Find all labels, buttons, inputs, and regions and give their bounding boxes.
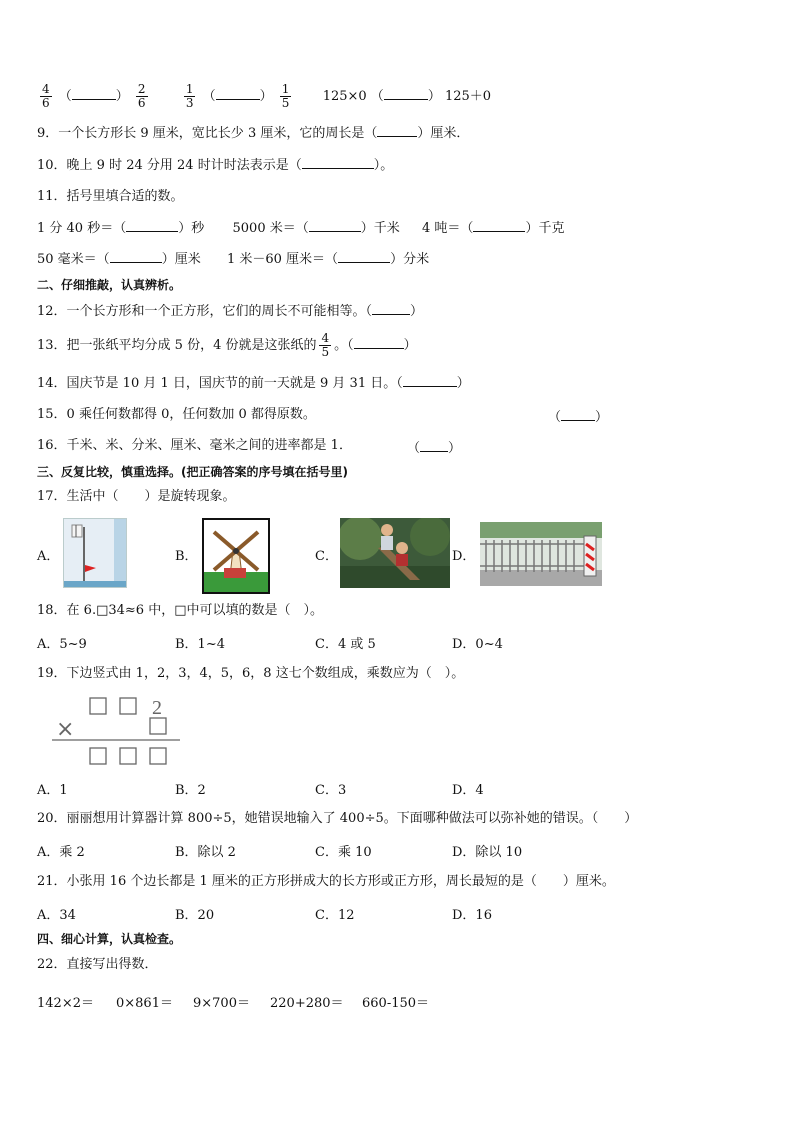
slide-picture[interactable] <box>340 518 450 588</box>
calc-item: 660-150＝ <box>362 996 430 1011</box>
multiplication-figure <box>46 694 186 770</box>
option-a[interactable]: A．34 <box>37 908 76 923</box>
answer-blank[interactable] <box>561 408 595 421</box>
question-14: 14．国庆节是 10 月 1 日，国庆节的前一天就是 9 月 31 日。（ ） <box>37 376 470 391</box>
option-a[interactable]: A．5~9 <box>37 637 87 652</box>
compare-row: $\frac{4}{6}$ （ ） $\frac{2}{6}$ $\frac{1}{3}$ （ ） $\frac{1}{5}$ 125×0 （ ） 125＋0 <box>42 82 492 110</box>
option-c-label[interactable]: C． <box>315 549 338 564</box>
flag-raising-picture[interactable] <box>63 518 127 588</box>
option-c[interactable]: C．3 <box>315 783 347 798</box>
option-b[interactable]: B．除以 2 <box>175 845 236 860</box>
answer-blank[interactable] <box>309 219 361 232</box>
slide-icon <box>340 518 450 588</box>
option-c[interactable]: C．乘 10 <box>315 845 372 860</box>
fraction: $\frac{4}{5}$ <box>321 331 330 359</box>
question-22: 22．直接写出得数． <box>37 957 158 972</box>
answer-blank[interactable] <box>126 219 178 232</box>
fraction: $\frac{1}{3}$ <box>185 82 194 110</box>
answer-blank[interactable] <box>216 87 260 100</box>
calc-item: 0×861＝ <box>116 996 173 1011</box>
question-11-row-a: 1 分 40 秒＝（ ）秒 5000 米＝（ ）千米 4 吨＝（ ）千克 <box>37 221 565 236</box>
answer-blank[interactable] <box>72 87 116 100</box>
option-d-label[interactable]: D． <box>452 549 476 564</box>
gate-icon <box>480 522 602 586</box>
question-12: 12．一个长方形和一个正方形，它们的周长不可能相等。（ ） <box>37 304 424 319</box>
question-13: 13．把一张纸平均分成 5 份，4 份就是这张纸的 $\frac{4}{5}$ 。（ ） <box>37 331 417 359</box>
question-9: 9．一个长方形长 9 厘米，宽比长少 3 厘米，它的周长是（ ）厘米． <box>37 126 470 141</box>
gate-picture[interactable] <box>480 522 602 586</box>
answer-blank[interactable] <box>110 250 162 263</box>
answer-blank[interactable] <box>403 374 457 387</box>
option-a[interactable]: A．1 <box>37 783 68 798</box>
fraction: $\frac{2}{6}$ <box>137 82 146 110</box>
calc-item: 220+280＝ <box>270 996 344 1011</box>
option-a[interactable]: A．乘 2 <box>37 845 85 860</box>
answer-blank[interactable] <box>338 250 390 263</box>
windmill-icon <box>204 520 268 592</box>
question-19: 19．下边竖式由 1，2，3，4，5，6，8 这七个数组成，乘数应为（ ）。 <box>37 666 465 681</box>
section-2-heading: 二、仔细推敲，认真辨析。 <box>37 278 182 292</box>
option-b-label[interactable]: B． <box>175 549 198 564</box>
option-d[interactable]: D．除以 10 <box>452 845 523 860</box>
vertical-multiplication-diagram <box>46 694 186 770</box>
question-20: 20．丽丽想用计算器计算 800÷5，她错误地输入了 400÷5。下面哪种做法可以弥补她的错误。（ ） <box>37 811 638 826</box>
fraction: $\frac{1}{5}$ <box>281 82 290 110</box>
section-3-heading: 三、反复比较，慎重选择。(把正确答案的序号填在括号里) <box>37 465 348 479</box>
option-b[interactable]: B．2 <box>175 783 206 798</box>
expression: 125×0 <box>322 89 367 104</box>
question-15: 15．0 乘任何数都得 0，任何数加 0 都得原数。 <box>37 407 316 422</box>
option-d[interactable]: D．16 <box>452 908 492 923</box>
answer-blank[interactable] <box>372 302 410 315</box>
answer-blank[interactable] <box>302 156 374 169</box>
question-16: 16．千米、米、分米、厘米、毫米之间的进率都是 1． <box>37 438 352 453</box>
question-18: 18．在 6.□34≈6 中，□中可以填的数是（ ）。 <box>37 603 323 618</box>
question-11: 11．括号里填合适的数。 <box>37 189 184 204</box>
windmill-picture[interactable] <box>202 518 270 594</box>
answer-blank[interactable] <box>354 336 404 349</box>
section-4-heading: 四、细心计算，认真检查。 <box>37 932 182 946</box>
option-c[interactable]: C．4 或 5 <box>315 637 376 652</box>
option-b[interactable]: B．1~4 <box>175 637 225 652</box>
question-11-row-b: 50 毫米＝（ ）厘米 1 米－60 厘米＝（ ）分米 <box>37 252 430 267</box>
answer-blank[interactable] <box>377 124 417 137</box>
calc-item: 142×2＝ <box>37 996 94 1011</box>
times-sign: × <box>56 717 75 742</box>
answer-blank[interactable] <box>384 87 428 100</box>
option-d[interactable]: D．0~4 <box>452 637 503 652</box>
option-d[interactable]: D．4 <box>452 783 484 798</box>
question-10: 10．晚上 9 时 24 分用 24 时计时法表示是（ ）。 <box>37 158 394 173</box>
question-16-answer: （ ） <box>407 441 462 456</box>
option-c[interactable]: C．12 <box>315 908 355 923</box>
answer-blank[interactable] <box>473 219 525 232</box>
option-a-label[interactable]: A． <box>37 549 60 564</box>
calc-item: 9×700＝ <box>193 996 250 1011</box>
question-15-answer: （ ） <box>548 410 609 425</box>
question-21: 21．小张用 16 个边长都是 1 厘米的正方形拼成大的长方形或正方形，周长最短的是（ ）厘米。 <box>37 874 615 889</box>
digit-two: 2 <box>152 697 162 719</box>
question-17: 17．生活中（ ）是旋转现象。 <box>37 489 236 504</box>
flag-icon <box>64 519 126 587</box>
option-b[interactable]: B．20 <box>175 908 215 923</box>
answer-blank[interactable] <box>420 439 448 452</box>
expression: 125＋0 <box>444 89 492 104</box>
fraction: $\frac{4}{6}$ <box>42 82 50 110</box>
